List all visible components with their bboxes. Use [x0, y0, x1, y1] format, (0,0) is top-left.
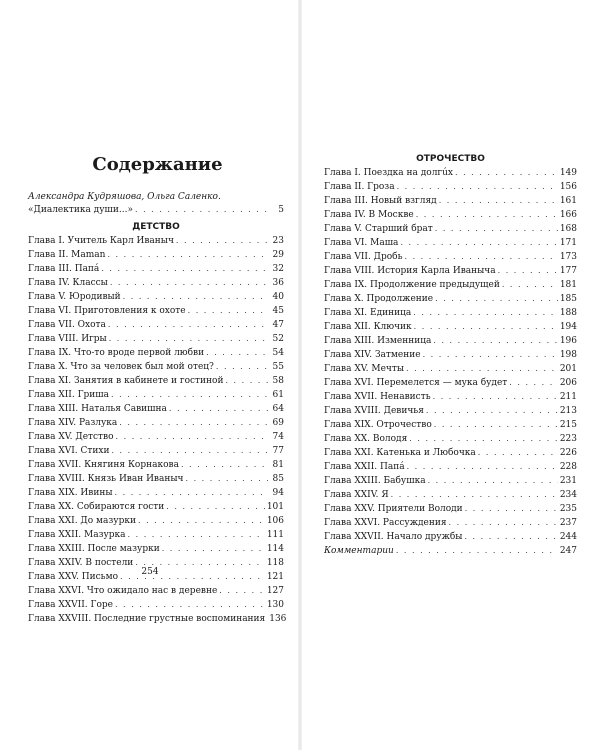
toc-entry[interactable] [324, 376, 577, 390]
chapter-title: Глава XXVII. Начало дружбы [324, 532, 463, 542]
toc-entry[interactable] [324, 348, 577, 362]
chapter-page: 206 [559, 378, 577, 388]
chapter-page: 149 [559, 168, 577, 178]
dot-leader [404, 250, 557, 264]
chapter-page: 223 [559, 434, 577, 444]
dot-leader [109, 332, 268, 346]
toc-entry[interactable] [324, 474, 577, 488]
dot-leader [115, 598, 265, 612]
chapter-page: 196 [559, 336, 577, 346]
toc-entry[interactable] [28, 374, 284, 388]
commentary-label: Комментарии [324, 546, 394, 556]
chapter-title: Глава X. Что за человек был мой отец? [28, 362, 214, 372]
chapter-page: 40 [272, 292, 284, 302]
dot-leader [396, 544, 558, 558]
chapter-page: 156 [559, 182, 577, 192]
dot-leader [110, 276, 268, 290]
chapter-title: Глава XXIII. После мазурки [28, 544, 160, 554]
toc-entry[interactable] [28, 542, 284, 556]
dot-leader [123, 290, 268, 304]
chapter-title: Глава XII. Гриша [28, 390, 110, 400]
chapter-title: Глава XVIII. Князь Иван Иваныч [28, 474, 184, 484]
chapter-page: 226 [559, 448, 577, 458]
toc-entry[interactable] [324, 488, 577, 502]
chapter-title: Глава XXVI. Что ожидало нас в деревне [28, 586, 218, 596]
dot-leader [409, 432, 558, 446]
chapter-page: 121 [266, 572, 284, 582]
chapter-title: Глава IV. Классы [28, 278, 108, 288]
chapter-page: 69 [272, 418, 284, 428]
toc-entry[interactable] [28, 234, 284, 248]
chapter-page: 211 [559, 392, 577, 402]
chapter-title: Глава IX. Что-то вроде первой любви [28, 348, 205, 358]
dot-leader [465, 502, 558, 516]
chapter-page: 61 [272, 390, 284, 400]
essay-title: «Диалектика души...» [28, 205, 133, 215]
commentary-page: 247 [559, 546, 577, 556]
toc-entry[interactable] [28, 248, 284, 262]
dot-leader [169, 402, 268, 416]
toc-entry[interactable] [324, 264, 577, 278]
dot-leader [391, 488, 558, 502]
chapter-page: 231 [559, 476, 577, 486]
chapter-page: 32 [272, 264, 284, 274]
detstvo-section [28, 220, 287, 626]
toc-entry[interactable] [28, 402, 284, 416]
toc-entry[interactable] [324, 166, 577, 180]
chapter-title: Глава VIII. Игры [28, 334, 107, 344]
dot-leader [128, 528, 265, 542]
chapter-title: Глава XXV. Письмо [28, 572, 119, 582]
chapter-title: Глава XXV. Приятели Володи [324, 504, 463, 514]
dot-leader [166, 500, 265, 514]
toc-entry[interactable] [324, 516, 577, 530]
chapter-title: Глава X. Продолжение [324, 294, 434, 304]
toc-entry[interactable] [324, 320, 577, 334]
chapter-title: Глава XVIII. Девичья [324, 406, 424, 416]
chapter-title: Глава I. Учитель Карл Иваныч [28, 236, 174, 246]
dot-leader [509, 376, 558, 390]
dot-leader [162, 542, 265, 556]
section-heading-otrochestvo: ОТРОЧЕСТВО [416, 154, 485, 164]
chapter-title: Глава VIII. История Карла Иваныча [324, 266, 496, 276]
chapter-page: 58 [272, 376, 284, 386]
chapter-title: Глава XXII. Папá [324, 462, 405, 472]
chapter-page: 194 [559, 322, 577, 332]
chapter-page: 29 [272, 250, 284, 260]
chapter-title: Глава XVI. Стихи [28, 446, 110, 456]
dot-leader [138, 514, 265, 528]
dot-leader [439, 194, 558, 208]
dot-leader [406, 362, 558, 376]
chapter-title: Глава XIX. Ивины [28, 488, 113, 498]
page-number: 254 [141, 567, 159, 577]
chapter-title: Глава IX. Продолжение предыдущей [324, 280, 500, 290]
toc-entry[interactable] [28, 318, 284, 332]
chapter-page: 77 [272, 446, 284, 456]
chapter-page: 161 [559, 196, 577, 206]
chapter-title: Глава XIII. Наталья Савишна [28, 404, 167, 414]
toc-entry[interactable] [324, 250, 577, 264]
commentary-entry[interactable] [324, 544, 577, 558]
otrochestvo-section [324, 152, 577, 558]
toc-entry[interactable] [28, 416, 284, 430]
chapter-page: 106 [266, 516, 284, 526]
toc-entry[interactable] [324, 222, 577, 236]
chapter-page: 234 [559, 490, 577, 500]
toc-entry[interactable] [28, 360, 284, 374]
chapter-title: Глава VII. Охота [28, 320, 106, 330]
chapter-page: 85 [272, 474, 284, 484]
chapter-title: Глава XX. Володя [324, 434, 408, 444]
chapter-page: 185 [559, 294, 577, 304]
toc-entry[interactable] [28, 598, 284, 612]
dot-leader [498, 264, 558, 278]
essay-authors: Александра Кудряшова, Ольга Саленко. [28, 192, 221, 202]
dot-leader [428, 474, 558, 488]
essay-title-row [28, 203, 284, 217]
toc-entry[interactable] [28, 262, 284, 276]
chapter-title: Глава VII. Дробь [324, 252, 403, 262]
chapter-title: Глава XVII. Княгиня Корнакова [28, 460, 179, 470]
chapter-page: 64 [272, 404, 284, 414]
dot-leader [116, 430, 268, 444]
dot-leader [433, 334, 557, 348]
chapter-page: 52 [272, 334, 284, 344]
dot-leader [414, 320, 558, 334]
chapter-title: Глава XXI. До мазурки [28, 516, 136, 526]
toc-entry[interactable] [324, 502, 577, 516]
toc-entry[interactable] [324, 194, 577, 208]
dot-leader [135, 203, 268, 217]
chapter-title: Глава V. Юродивый [28, 292, 121, 302]
chapter-title: Глава V. Старший брат [324, 224, 433, 234]
chapter-page: 177 [559, 266, 577, 276]
chapter-title: Глава XXVIII. Последние грустные воспоминания [28, 614, 266, 624]
dot-leader [426, 404, 558, 418]
chapter-page: 23 [272, 236, 284, 246]
toc-entry[interactable] [28, 346, 284, 360]
toc-entry[interactable] [324, 334, 577, 348]
chapter-title: Глава XV. Детство [28, 432, 114, 442]
chapter-page: 244 [559, 532, 577, 542]
section-heading-detstvo: ДЕТСТВО [132, 222, 180, 232]
chapter-title: Глава XIX. Отрочество [324, 420, 432, 430]
dot-leader [115, 486, 268, 500]
chapter-page: 136 [269, 614, 287, 624]
chapter-title: Глава XVII. Ненависть [324, 392, 431, 402]
chapter-title: Глава II. Maman [28, 250, 106, 260]
dot-leader [206, 346, 268, 360]
chapter-title: Глава III. Новый взгляд [324, 196, 437, 206]
toc-entry[interactable] [28, 458, 284, 472]
dot-leader [107, 248, 268, 262]
dot-leader [185, 472, 268, 486]
chapter-page: 201 [559, 364, 577, 374]
toc-entry[interactable] [324, 460, 577, 474]
chapter-page: 237 [559, 518, 577, 528]
toc-entry[interactable] [28, 332, 284, 346]
chapter-page: 228 [559, 462, 577, 472]
right-page [300, 0, 600, 750]
dot-leader [400, 236, 557, 250]
chapter-title: Глава XXII. Мазурка [28, 530, 126, 540]
chapter-page: 118 [266, 558, 284, 568]
chapter-page: 198 [559, 350, 577, 360]
chapter-title: Глава XXVII. Горе [28, 600, 113, 610]
chapter-title: Глава XIII. Изменница [324, 336, 432, 346]
chapter-page: 55 [272, 362, 284, 372]
toc-entry[interactable] [28, 472, 284, 486]
chapter-page: 81 [272, 460, 284, 470]
chapter-title: Глава XV. Мечты [324, 364, 405, 374]
chapter-page: 213 [559, 406, 577, 416]
toc-entry[interactable] [324, 390, 577, 404]
dot-leader [119, 416, 268, 430]
dot-leader [413, 306, 558, 320]
essay-entry[interactable] [28, 191, 284, 217]
dot-leader [219, 584, 265, 598]
dot-leader [101, 262, 268, 276]
toc-entry[interactable] [324, 530, 577, 544]
chapter-page: 127 [266, 586, 284, 596]
chapter-page: 130 [266, 600, 284, 610]
dot-leader [502, 278, 558, 292]
toc-entry[interactable] [324, 418, 577, 432]
dot-leader [434, 418, 558, 432]
chapter-title: Глава IV. В Москве [324, 210, 414, 220]
chapter-page: 111 [266, 530, 284, 540]
chapter-page: 215 [559, 420, 577, 430]
chapter-title: Глава VI. Маша [324, 238, 399, 248]
chapter-title: Глава XIV. Затмение [324, 350, 421, 360]
toc-entry[interactable] [324, 292, 577, 306]
dot-leader [449, 516, 558, 530]
chapter-page: 181 [559, 280, 577, 290]
chapter-page: 45 [272, 306, 284, 316]
dot-leader [176, 234, 268, 248]
toc-entry[interactable] [28, 290, 284, 304]
chapter-title: Глава XXVI. Рассуждения [324, 518, 447, 528]
dot-leader [423, 348, 558, 362]
chapter-page: 188 [559, 308, 577, 318]
toc-entry[interactable] [28, 584, 284, 598]
dot-leader [216, 360, 268, 374]
toc-entry[interactable] [324, 180, 577, 194]
chapter-title: Глава XVI. Перемелется — мука будет [324, 378, 508, 388]
chapter-title: Глава XXI. Катенька и Любочка [324, 448, 476, 458]
dot-leader [108, 318, 268, 332]
dot-leader [397, 180, 558, 194]
chapter-page: 114 [266, 544, 284, 554]
chapter-title: Глава XIV. Разлука [28, 418, 118, 428]
dot-leader [478, 446, 558, 460]
chapter-page: 94 [272, 488, 284, 498]
chapter-title: Глава XX. Собираются гости [28, 502, 165, 512]
toc-entry[interactable] [324, 208, 577, 222]
dot-leader [435, 292, 558, 306]
dot-leader [111, 388, 268, 402]
toc-entry[interactable] [324, 432, 577, 446]
dot-leader [111, 444, 268, 458]
toc-entry[interactable] [28, 304, 284, 318]
toc-entry[interactable] [324, 306, 577, 320]
chapter-page: 47 [272, 320, 284, 330]
chapter-page: 166 [559, 210, 577, 220]
chapter-title: Глава I. Поездка на долгúх [324, 168, 453, 178]
essay-page: 5 [278, 205, 284, 215]
dot-leader [225, 374, 268, 388]
dot-leader [433, 390, 558, 404]
chapter-title: Глава VI. Приготовления к охоте [28, 306, 186, 316]
toc-entry[interactable] [324, 362, 577, 376]
dot-leader [188, 304, 268, 318]
otrochestvo-chapter-list [324, 166, 577, 544]
chapter-title: Глава XI. Единица [324, 308, 412, 318]
chapter-page: 168 [559, 224, 577, 234]
chapter-page: 173 [559, 252, 577, 262]
dot-leader [455, 166, 558, 180]
dot-leader [407, 460, 558, 474]
chapter-page: 74 [272, 432, 284, 442]
toc-entry[interactable] [324, 446, 577, 460]
chapter-title: Глава XI. Занятия в кабинете и гостиной [28, 376, 224, 386]
toc-entry[interactable] [324, 278, 577, 292]
toc-entry[interactable] [28, 514, 284, 528]
chapter-title: Глава II. Гроза [324, 182, 395, 192]
chapter-page: 235 [559, 504, 577, 514]
toc-entry[interactable] [28, 500, 284, 514]
dot-leader [416, 208, 558, 222]
toc-entry[interactable] [28, 528, 284, 542]
toc-entry[interactable] [28, 444, 284, 458]
toc-entry[interactable] [28, 612, 287, 626]
chapter-title: Глава III. Папá [28, 264, 100, 274]
toc-entry[interactable] [28, 276, 284, 290]
chapter-title: Глава XXIV. Я [324, 490, 389, 500]
page-title: Содержание [92, 154, 223, 175]
chapter-title: Глава XXIII. Бабушка [324, 476, 426, 486]
dot-leader [435, 222, 558, 236]
toc-entry[interactable] [28, 388, 284, 402]
toc-entry[interactable] [28, 430, 284, 444]
dot-leader [464, 530, 557, 544]
toc-entry[interactable] [324, 236, 577, 250]
chapter-page: 54 [272, 348, 284, 358]
toc-entry[interactable] [324, 404, 577, 418]
chapter-title: Глава XXIV. В постели [28, 558, 134, 568]
chapter-page: 171 [559, 238, 577, 248]
toc-entry[interactable] [28, 486, 284, 500]
chapter-page: 36 [272, 278, 284, 288]
dot-leader [181, 458, 268, 472]
chapter-title: Глава XII. Ключик [324, 322, 412, 332]
chapter-page: 101 [266, 502, 284, 512]
